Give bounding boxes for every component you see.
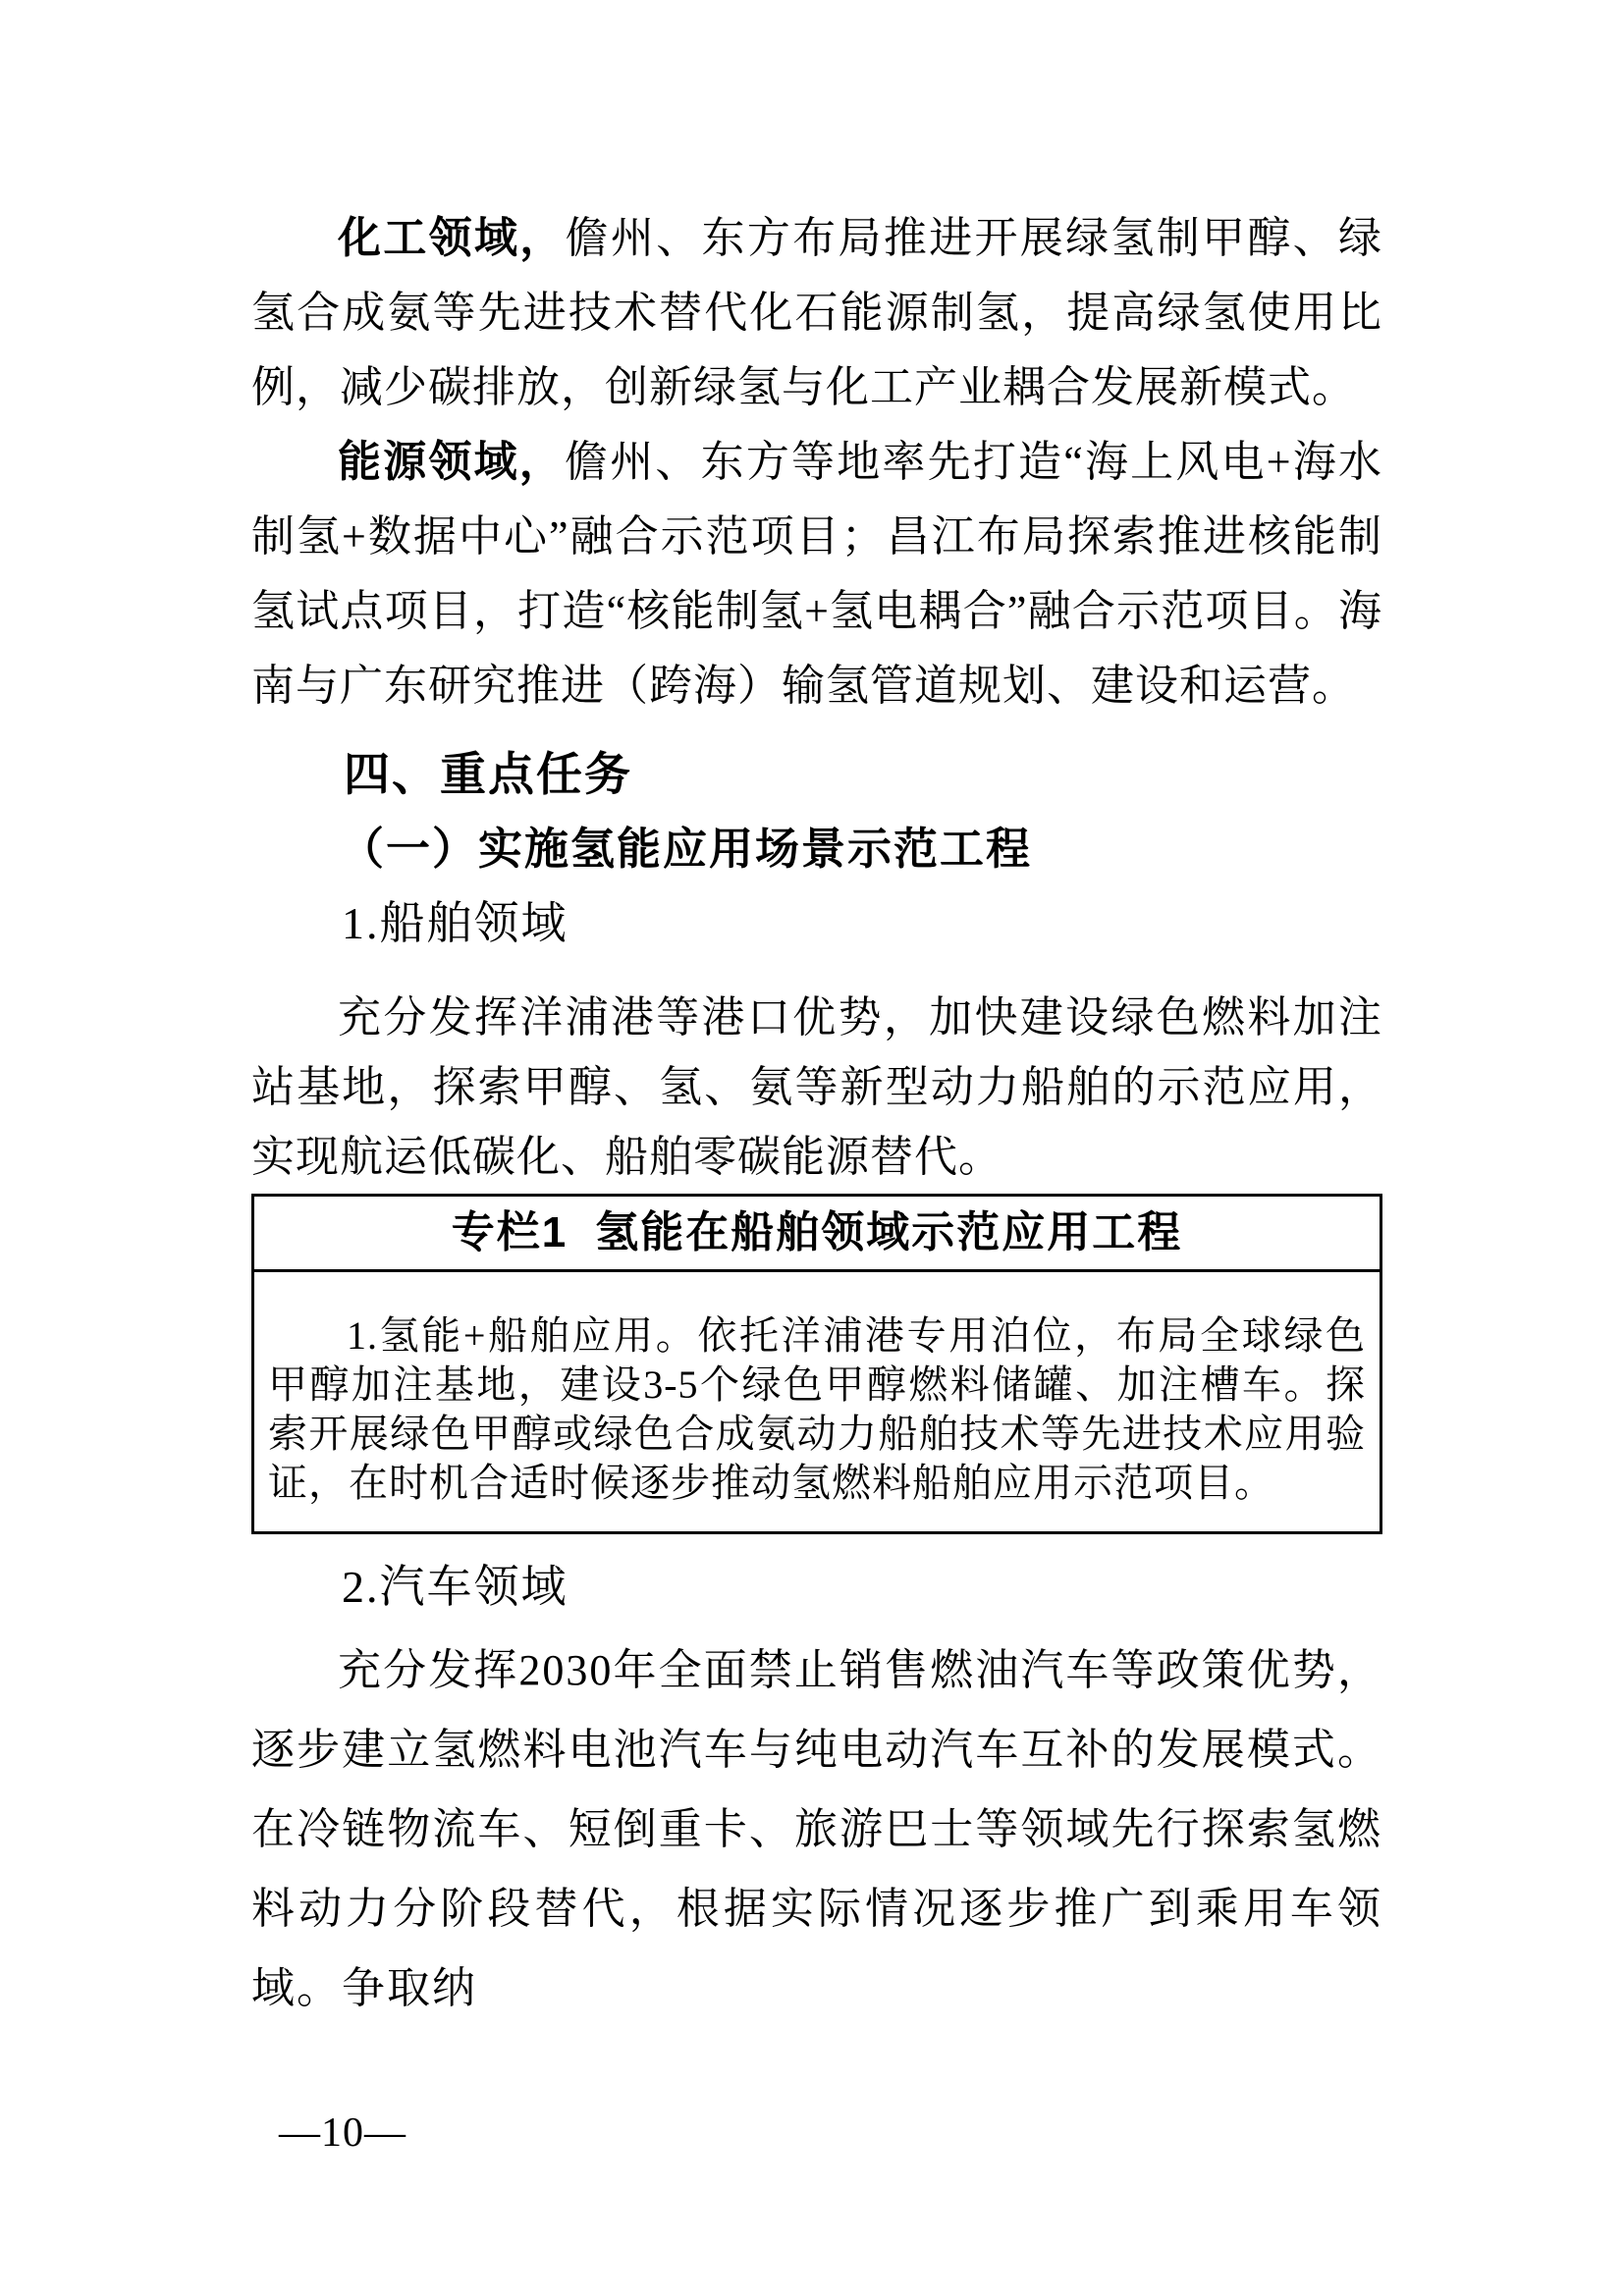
paragraph-energy-lead: 能源领域，: [338, 438, 566, 486]
paragraph-chemical-text: 儋州、东方布局推进开展绿氢制甲醇、绿氢合成氨等先进技术替代化石能源制氢，提高绿氢使用比例，减少碳排放，创新绿氢与化工产业耦合发展新模式。: [251, 214, 1383, 411]
column-box-title: 氢能在船舶领域示范应用工程: [595, 1208, 1183, 1256]
paragraph-energy-text: 儋州、东方等地率先打造“海上风电+海水制氢+数据中心”融合示范项目；昌江布局探索推进核能制氢试点项目，打造“核能制氢+氢电耦合”融合示范项目。海南与广东研究推进（跨海）输氢管道规划、建设和运营。: [251, 438, 1383, 710]
paragraph-chemical-lead: 化工领域，: [338, 214, 566, 262]
heading-demo-project: （一）实施氢能应用场景示范工程: [340, 825, 1033, 874]
column-box-1: [251, 1194, 1382, 1534]
paragraph-ship-sector: 充分发挥洋浦港等港口优势，加快建设绿色燃料加注站基地，探索甲醇、氢、氨等新型动力船舶的示范应用，实现航运低碳化、船舶零碳能源替代。: [251, 993, 1382, 1181]
column-box-body: 1.氢能+船舶应用。依托洋浦港专用泊位，布局全球绿色甲醇加注基地，建设3-5个绿色甲醇燃料储罐、加注槽车。探索开展绿色甲醇或绿色合成氨动力船舶技术等先进技术应用验证，在时机合适时候逐步推动氢燃料船舶应用示范项目。: [268, 1313, 1366, 1505]
column-box-label: 专栏1: [451, 1208, 568, 1256]
heading-ship-sector: 1.船舶领域: [342, 898, 568, 948]
paragraph-energy-sector: [251, 425, 1382, 723]
heading-car-sector: 2.汽车领域: [342, 1562, 568, 1612]
paragraph-car-sector: 充分发挥2030年全面禁止销售燃油汽车等政策优势，逐步建立氢燃料电池汽车与纯电动汽车互补的发展模式。在冷链物流车、短倒重卡、旅游巴士等领域先行探索氢燃料动力分阶段替代，根据实际情况逐步推广到乘用车领域。争取纳: [251, 1646, 1382, 2012]
paragraph-chemical-sector: [251, 201, 1382, 425]
heading-key-tasks: 四、重点任务: [344, 748, 632, 800]
page-number: —10—: [279, 2110, 406, 2156]
column-box-header: [254, 1197, 1380, 1272]
page-content: [251, 201, 1382, 2028]
